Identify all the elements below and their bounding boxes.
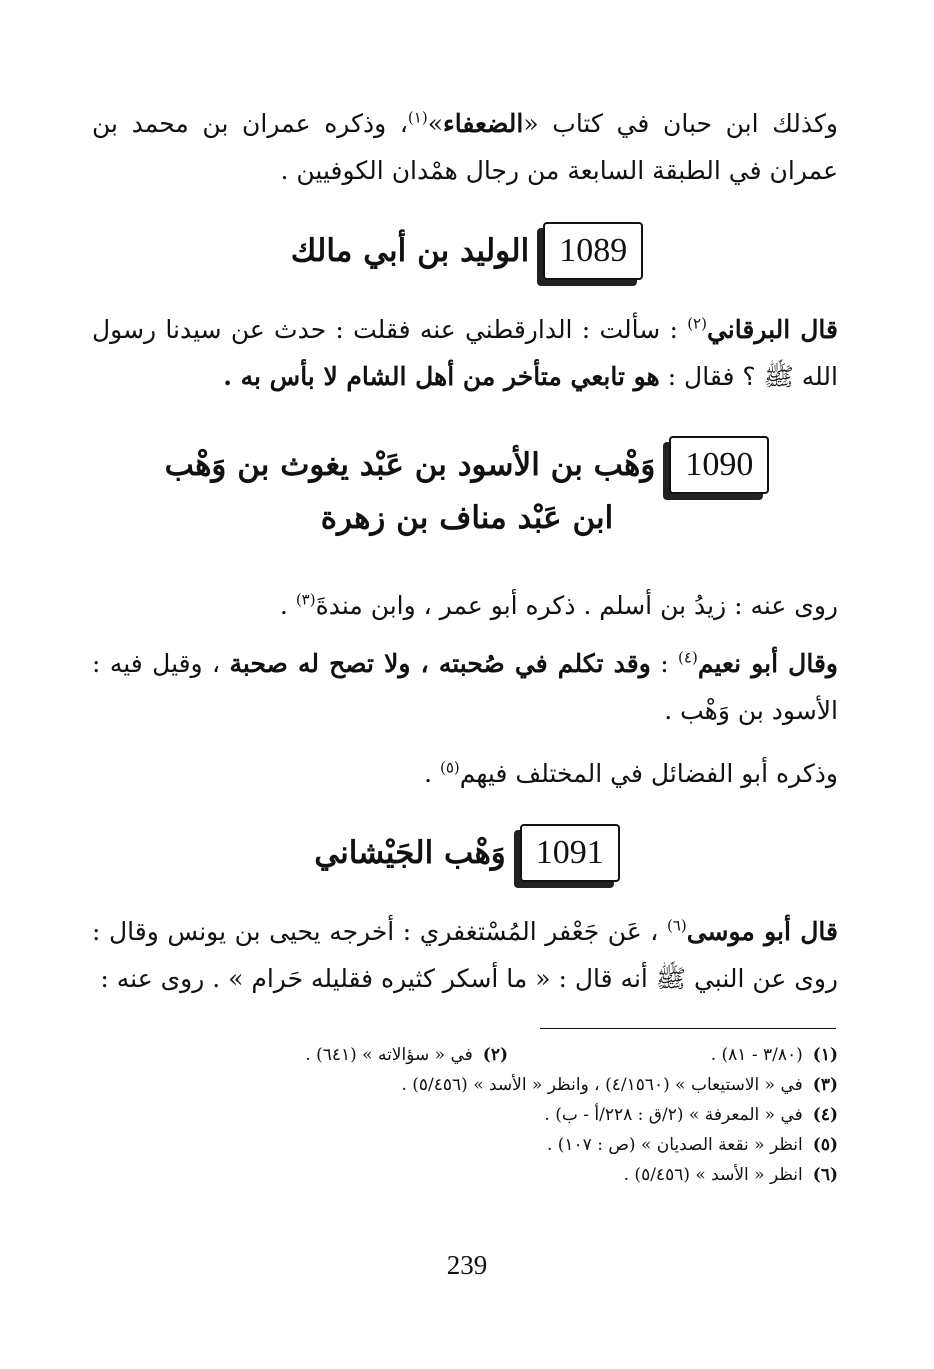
paragraph-abu-nuaym: وقال أبو نعيم$^{(٤)}$ : وقد تكلم في صُحبته ، ولا تصح له صحبة ، وقيل فيه : الأسود بن وَهْب . bbox=[92, 648, 838, 725]
footnote-ref-3: (٣) bbox=[295, 590, 316, 609]
footnote-ref-4: (٤) bbox=[678, 648, 698, 667]
entry-heading-1089 bbox=[80, 222, 854, 280]
footnote-6: (٦)انظر « الأسد » (٥/٤٥٦) . bbox=[623, 1165, 838, 1185]
footnote-ref-6: (٦) bbox=[666, 916, 687, 935]
page-number: 239 bbox=[446, 1250, 488, 1280]
entry-heading-1090 bbox=[80, 436, 854, 494]
footnote-ref-5: (٥) bbox=[439, 758, 460, 777]
paragraph-abul-fadail: وذكره أبو الفضائل في المختلف فيهم$^{(٥)}$ . bbox=[424, 758, 838, 788]
footnote-4: (٤)في « المعرفة » (٢/ق : ٢٢٨/أ - ب) . bbox=[544, 1105, 838, 1125]
footnotes bbox=[100, 1040, 838, 1190]
entry-title-continuation: ابن عَبْد مناف بن زهرة bbox=[320, 500, 614, 536]
footnote-ref-1: (١) bbox=[407, 108, 428, 127]
entry-number-box: 1089 bbox=[543, 222, 643, 280]
entry-number-box: 1090 bbox=[669, 436, 769, 494]
book-title-duafa: الضعفاء bbox=[443, 109, 524, 138]
paragraph-abu-musa: قال أبو موسى$^{(٦)}$ ، عَن جَعْفر المُسْتغفري : أخرجه يحيى بن يونس وقال : روى عن النبي ﷺ أنه قال : « ما أسكر كثيره فقليله حَرام » . روى عنه : bbox=[92, 916, 838, 993]
paragraph-narrators: روى عنه : زيدُ بن أسلم . ذكره أبو عمر ، وابن مندةَ$^{(٣)}$ . bbox=[279, 590, 838, 620]
footnote-1: (١)(٣/٨٠ - ٨١) . bbox=[710, 1045, 838, 1065]
footnote-5: (٥)انظر « نقعة الصديان » (ص : ١٠٧) . bbox=[546, 1135, 838, 1155]
footnote-separator bbox=[540, 1028, 836, 1029]
paragraph-barqani: قال البرقاني$^{(٢)}$ : سألت : الدارقطني عنه فقلت : حدث عن سيدنا رسول الله ﷺ ؟ فقال : هو تابعي متأخر من أهل الشام لا بأس به . bbox=[92, 314, 838, 391]
entry-number-box: 1091 bbox=[520, 824, 620, 882]
entry-title: وَهْب بن الأسود بن عَبْد يغوث بن وَهْب bbox=[164, 447, 656, 483]
entry-title: وَهْب الجَيْشاني bbox=[314, 835, 506, 871]
footnote-2: (٢)في « سؤالاته » (٦٤١) . bbox=[305, 1045, 508, 1065]
footnote-row bbox=[100, 1040, 838, 1070]
paragraph-ibn-hibban: وكذلك ابن حبان في كتاب «الضعفاء»$^{(١)}$، وذكره عمران بن محمد بن عمران في الطبقة السابعة من رجال همْدان الكوفيين . bbox=[92, 108, 838, 185]
entry-title: الوليد بن أبي مالك bbox=[290, 233, 530, 269]
entry-heading-1091 bbox=[80, 824, 854, 882]
footnote-ref-2: (٢) bbox=[687, 314, 707, 333]
footnote-3: (٣)في « الاستيعاب » (٤/١٥٦٠) ، وانظر « الأسد » (٥/٤٥٦) . bbox=[401, 1075, 838, 1095]
